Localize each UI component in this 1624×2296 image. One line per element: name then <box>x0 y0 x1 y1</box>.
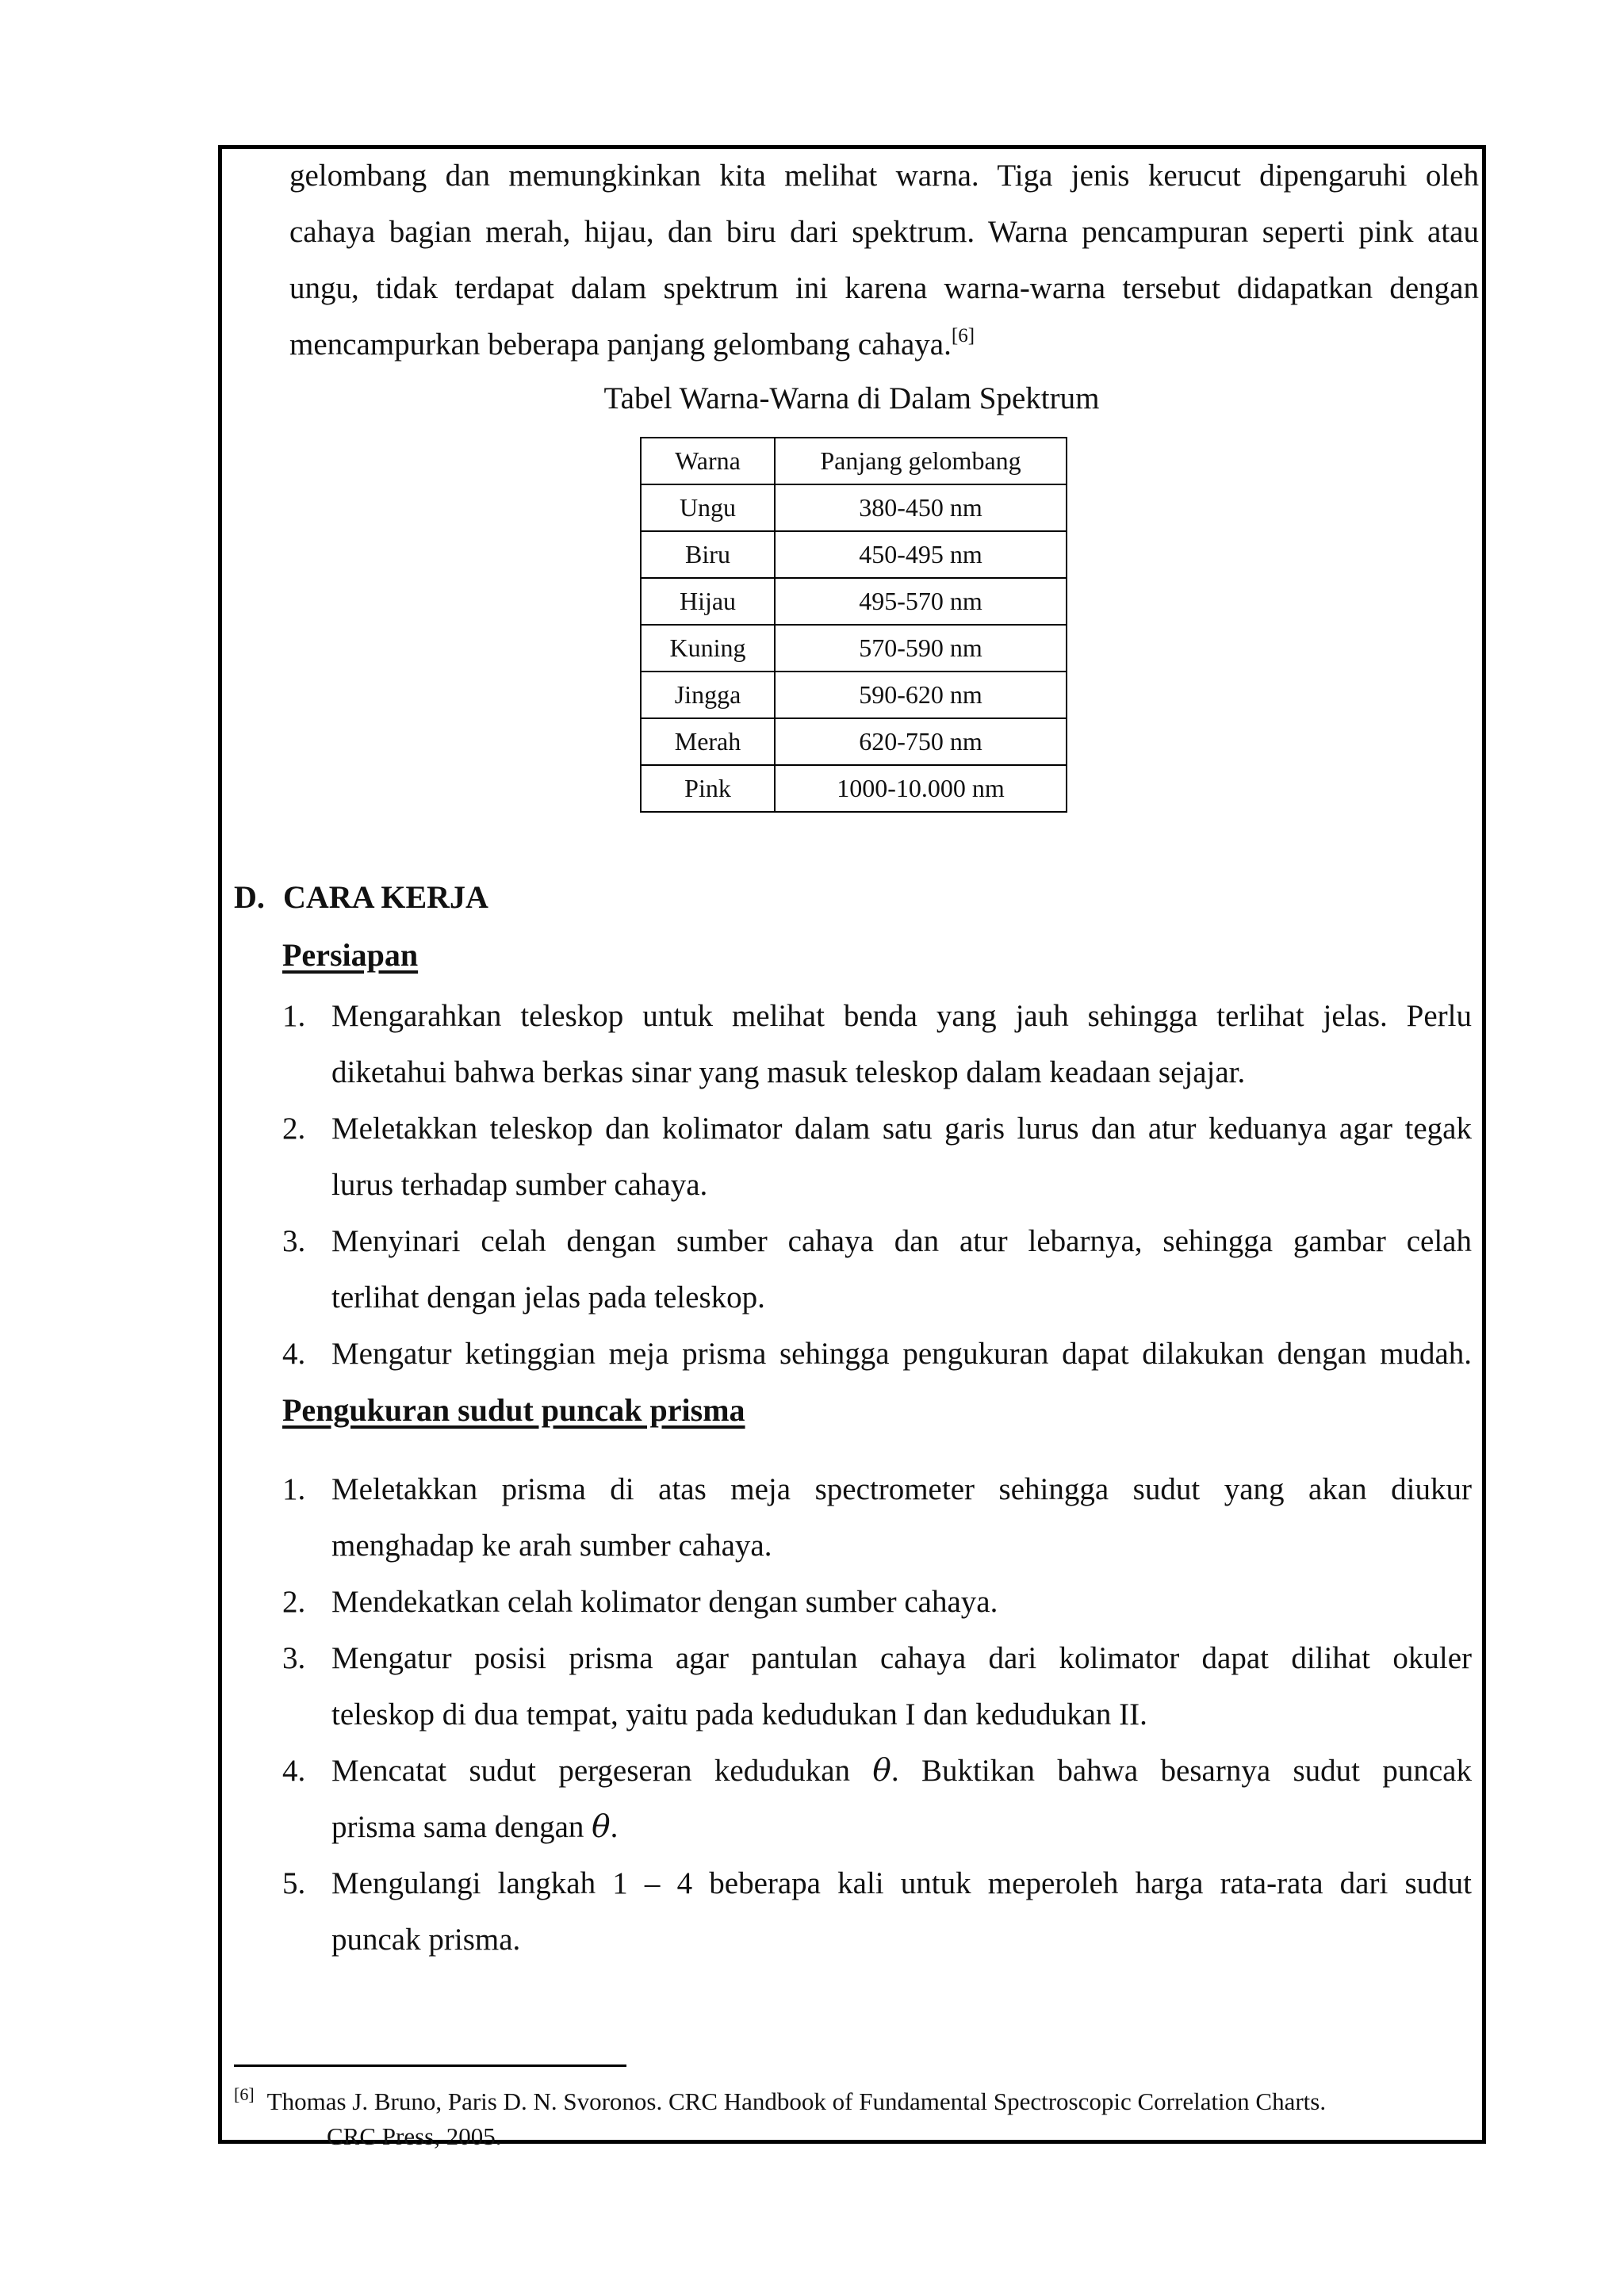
footnote-divider <box>234 2064 626 2067</box>
step-number: 5. <box>282 1866 306 1900</box>
intro-line: gelombang dan memungkinkan kita melihat warna. Tiga jenis kerucut dipengaruhi oleh <box>289 159 1479 193</box>
spectrum-table <box>640 437 1067 813</box>
intro-line: ungu, tidak terdapat dalam spektrum ini karena warna-warna tersebut didapatkan dengan <box>289 271 1479 305</box>
color-cell: Jingga <box>641 672 775 718</box>
step-text <box>331 1743 1472 1799</box>
subheading-persiapan: Persiapan <box>282 937 419 973</box>
footnote <box>234 2077 1471 2154</box>
step-text-part: . <box>610 1810 619 1844</box>
step-text: menghadap ke arah sumber cahaya. <box>331 1529 772 1563</box>
list-item <box>282 1326 1472 1382</box>
list-item <box>282 1213 1472 1326</box>
table-row <box>641 578 1067 625</box>
wavelength-cell: 450-495 nm <box>775 531 1067 578</box>
step-number: 2. <box>282 1585 306 1619</box>
step-number: 4. <box>282 1337 306 1371</box>
step-text-part: . Buktikan bahwa besarnya sudut puncak <box>891 1754 1472 1788</box>
step-number: 2. <box>282 1112 306 1146</box>
step-text: Mendekatkan celah kolimator dengan sumber cahaya. <box>331 1585 998 1619</box>
step-number: 4. <box>282 1754 306 1788</box>
step-number: 3. <box>282 1224 306 1258</box>
step-text: Mengatur posisi prisma agar pantulan cahaya dari kolimator dapat dilihat okuler <box>331 1641 1472 1675</box>
table-row <box>641 765 1067 812</box>
step-text: teleskop di dua tempat, yaitu pada kedudukan I dan kedudukan II. <box>331 1697 1147 1732</box>
wavelength-cell: 495-570 nm <box>775 578 1067 625</box>
column-header: Warna <box>641 438 775 484</box>
wavelength-cell: 590-620 nm <box>775 672 1067 718</box>
table-row <box>641 718 1067 765</box>
step-text: terlihat dengan jelas pada teleskop. <box>331 1280 765 1314</box>
step-text: Mengatur ketinggian meja prisma sehingga pengukuran dapat dilakukan dengan mudah. <box>331 1337 1472 1371</box>
list-item <box>282 1461 1472 1574</box>
step-number: 1. <box>282 999 306 1033</box>
section-heading <box>234 878 488 916</box>
column-header: Panjang gelombang <box>775 438 1067 484</box>
wavelength-cell: 620-750 nm <box>775 718 1067 765</box>
step-text <box>331 1799 1472 1855</box>
wavelength-cell: 570-590 nm <box>775 625 1067 672</box>
list-item <box>282 1630 1472 1743</box>
step-text-part: prisma sama dengan <box>331 1810 584 1844</box>
color-cell: Biru <box>641 531 775 578</box>
pengukuran-steps <box>282 1461 1472 1968</box>
table-caption: Tabel Warna-Warna di Dalam Spektrum <box>603 381 1100 415</box>
step-text: Mengulangi langkah 1 – 4 beberapa kali untuk meperoleh harga rata-rata dari sudut <box>331 1866 1472 1900</box>
table-row <box>641 672 1067 718</box>
section-title: CARA KERJA <box>283 879 488 915</box>
table-header-row <box>641 438 1067 484</box>
persiapan-steps <box>282 988 1472 1382</box>
step-number: 1. <box>282 1472 306 1506</box>
color-cell: Hijau <box>641 578 775 625</box>
color-cell: Merah <box>641 718 775 765</box>
intro-line <box>289 316 1479 373</box>
footnote-line <box>234 2077 1471 2119</box>
step-text: Meletakkan teleskop dan kolimator dalam satu garis lurus dan atur keduanya agar tegak <box>331 1112 1472 1146</box>
color-cell: Pink <box>641 765 775 812</box>
step-text-part: Mencatat sudut pergeseran kedudukan <box>331 1754 851 1788</box>
subheading-pengukuran: Pengukuran sudut puncak prisma <box>282 1392 745 1428</box>
intro-line-text: mencampurkan beberapa panjang gelombang cahaya. <box>289 327 952 362</box>
step-text: lurus terhadap sumber cahaya. <box>331 1168 708 1202</box>
section-letter: D. <box>234 879 265 915</box>
footnote-ref: [6] <box>234 2084 255 2104</box>
citation-ref: [6] <box>951 325 975 346</box>
step-text: Menyinari celah dengan sumber cahaya dan atur lebarnya, sehingga gambar celah <box>331 1224 1472 1258</box>
list-item <box>282 1100 1472 1213</box>
wavelength-cell: 380-450 nm <box>775 484 1067 531</box>
table-row <box>641 531 1067 578</box>
step-text: Mengarahkan teleskop untuk melihat benda yang jauh sehingga terlihat jelas. Perlu <box>331 999 1472 1033</box>
color-cell: Ungu <box>641 484 775 531</box>
footnote-text: Thomas J. Bruno, Paris D. N. Svoronos. CRC Handbook of Fundamental Spectroscopic Correlation Charts. <box>266 2087 1327 2115</box>
step-text: diketahui bahwa berkas sinar yang masuk teleskop dalam keadaan sejajar. <box>331 1055 1246 1089</box>
step-text: puncak prisma. <box>331 1923 521 1957</box>
list-item <box>282 1574 1472 1630</box>
step-number: 3. <box>282 1641 306 1675</box>
list-item <box>282 1743 1472 1855</box>
table-row <box>641 484 1067 531</box>
intro-line: cahaya bagian merah, hijau, dan biru dari spektrum. Warna pencampuran seperti pink atau <box>289 215 1479 249</box>
theta-symbol: θ <box>872 1753 891 1789</box>
color-cell: Kuning <box>641 625 775 672</box>
wavelength-cell: 1000-10.000 nm <box>775 765 1067 812</box>
table-row <box>641 625 1067 672</box>
intro-paragraph <box>289 147 1479 373</box>
theta-symbol: θ <box>592 1809 611 1845</box>
list-item <box>282 988 1472 1100</box>
list-item <box>282 1855 1472 1968</box>
step-text: Meletakkan prisma di atas meja spectrometer sehingga sudut yang akan diukur <box>331 1472 1472 1506</box>
footnote-line: CRC Press, 2005. <box>327 2122 502 2150</box>
